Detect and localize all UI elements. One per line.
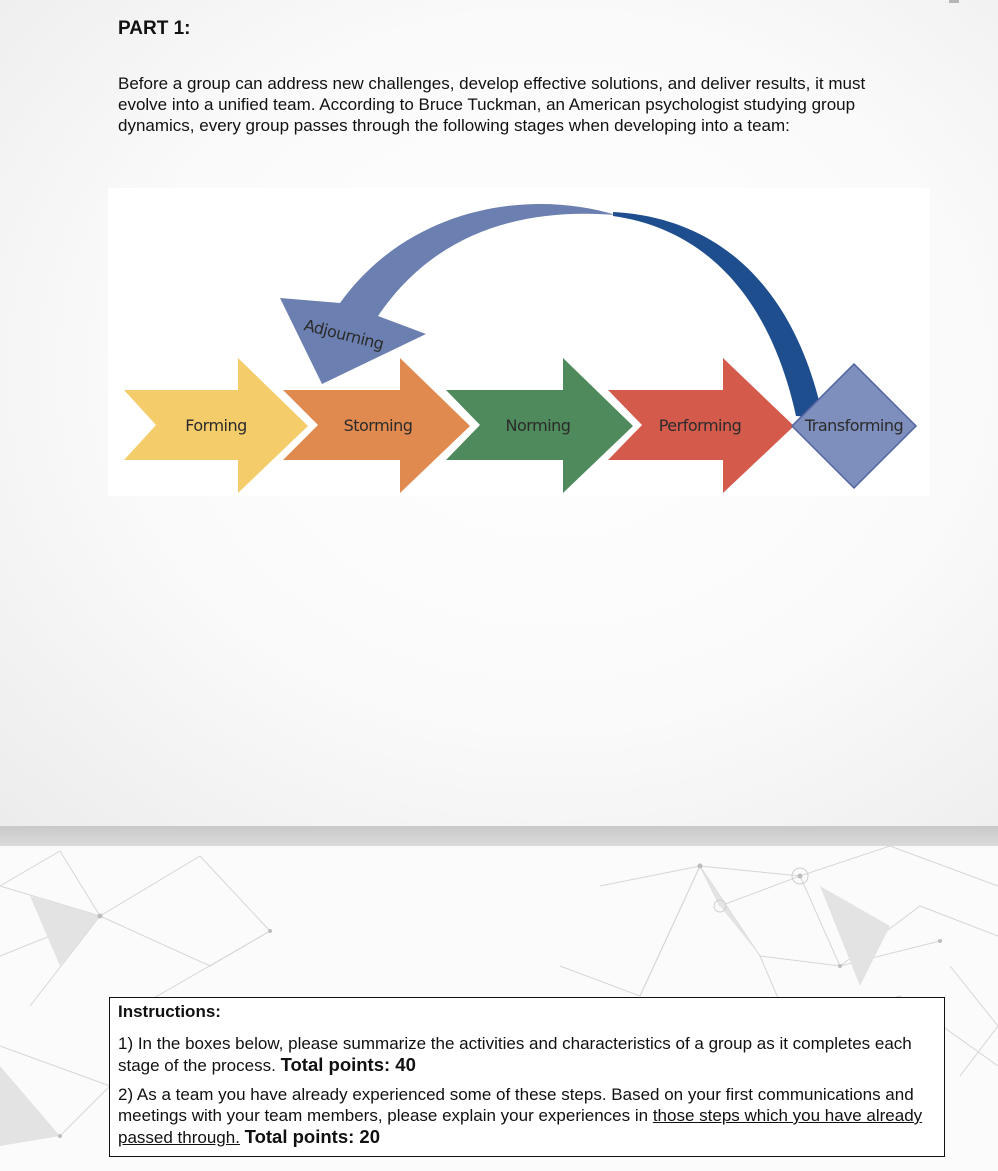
adjourning-arrow (280, 204, 616, 384)
norming-label: Norming (505, 416, 571, 435)
page-separator (0, 826, 998, 846)
return-arc (613, 212, 823, 418)
instructions-box (109, 997, 945, 1157)
instruction-item-2-points: Total points: 20 (244, 1126, 380, 1147)
tuckman-stages-diagram (108, 188, 930, 496)
intro-paragraph: Before a group can address new challenges, develop effective solutions, and deliver results, it must evolve into a unified team. According to Bruce Tuckman, an American psychologist studying group dynamics, every group passes through the following stages when developing into a team: (118, 74, 866, 135)
adjourning-label: Adjourning (302, 315, 386, 354)
instruction-item-1-points: Total points: 40 (280, 1054, 416, 1075)
instruction-item-1-text: 1) In the boxes below, please summarize the activities and characteristics of a group as it completes each stage of the process. (118, 1034, 912, 1075)
instruction-item-1 (118, 1033, 936, 1076)
instruction-item-2-underlined: those steps which you have already passed through. (118, 1106, 923, 1147)
instruction-item-2-text: 2) As a team you have already experienced some of these steps. Based on your first communications and meetings with your team members, please explain your experiences in (118, 1085, 914, 1125)
instructions-title: Instructions: (118, 1002, 221, 1021)
forming-label: Forming (185, 416, 247, 435)
transforming-label: Transforming (804, 416, 904, 435)
scroll-indicator (949, 0, 959, 3)
instruction-item-2 (118, 1084, 936, 1148)
part-heading: PART 1: (118, 18, 191, 39)
performing-label: Performing (658, 416, 742, 435)
storming-label: Storming (343, 416, 413, 435)
